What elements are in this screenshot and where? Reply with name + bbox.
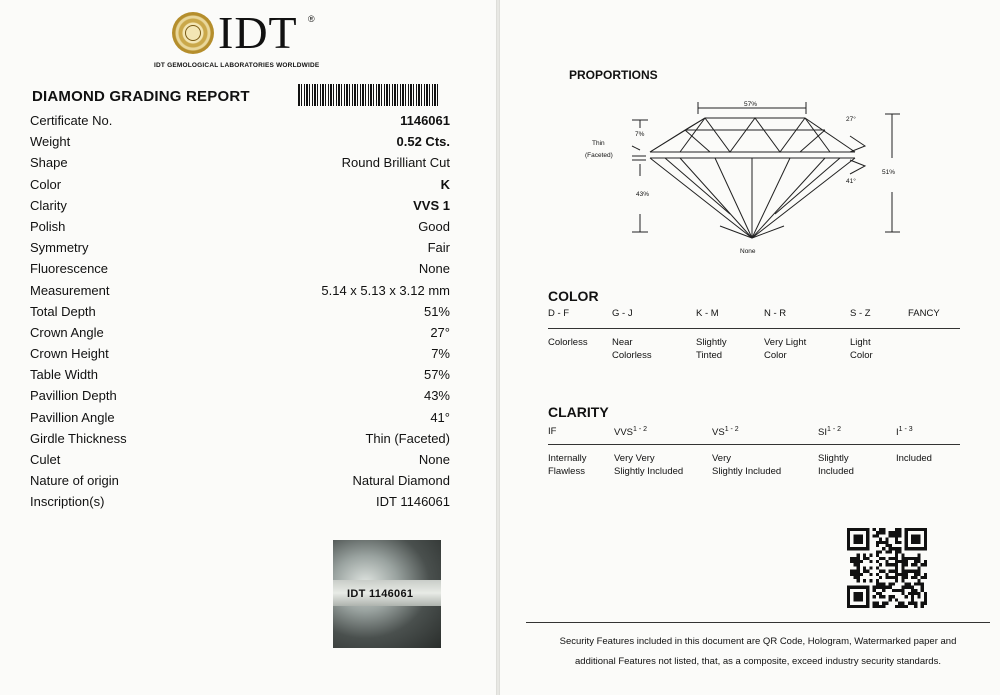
detail-label: Clarity	[30, 197, 67, 213]
color-grade-description	[548, 336, 588, 349]
clarity-grade-main: VS	[712, 427, 725, 439]
diamond-profile-icon	[580, 96, 920, 266]
description-line: Color	[764, 350, 787, 361]
description-line: Colorless	[612, 350, 652, 361]
qr-code-icon	[847, 528, 927, 608]
description-line: Included	[818, 466, 854, 477]
description-line: Slightly Included	[712, 466, 782, 477]
detail-row	[30, 153, 450, 174]
clarity-grade-range: 1 - 2	[633, 426, 648, 433]
detail-label: Crown Height	[30, 346, 109, 362]
detail-label: Pavillion Depth	[30, 388, 117, 404]
logo-wordmark: IDT	[218, 7, 298, 58]
description-line: Very Very	[614, 453, 655, 464]
detail-value: Thin (Faceted)	[365, 430, 450, 446]
detail-value: Round Brilliant Cut	[341, 155, 450, 171]
description-line: Very	[712, 453, 732, 464]
description-line: Colorless	[548, 337, 588, 348]
color-grade: D - F	[548, 308, 570, 319]
hologram-inscription: IDT 1146061	[347, 588, 414, 600]
clarity-grade-description	[712, 452, 781, 478]
detail-row	[30, 259, 450, 280]
detail-label: Pavillion Angle	[30, 409, 115, 425]
clarity-grade	[548, 426, 556, 437]
detail-value: None	[418, 261, 450, 277]
color-scale-divider	[548, 328, 960, 329]
clarity-grade	[818, 426, 841, 438]
detail-row	[30, 281, 450, 302]
detail-value: K	[440, 176, 450, 192]
description-line: Very Light	[764, 337, 807, 348]
clarity-grade-range: 1 - 2	[826, 426, 841, 433]
detail-label: Color	[30, 176, 62, 192]
color-grade: K - M	[696, 308, 719, 319]
color-grade-description	[696, 336, 727, 362]
detail-value: Fair	[427, 240, 450, 256]
detail-value: Good	[418, 218, 450, 234]
description-line: Near	[612, 337, 633, 348]
description-line: Light	[850, 337, 871, 348]
report-right-page	[500, 0, 1000, 695]
detail-value: VVS 1	[413, 197, 450, 213]
security-note	[526, 632, 990, 672]
hologram-image	[333, 540, 441, 648]
detail-value: 5.14 x 5.13 x 3.12 mm	[321, 282, 450, 298]
detail-label: Culet	[30, 452, 61, 467]
description-line: Flawless	[548, 466, 585, 477]
detail-row	[30, 386, 450, 407]
clarity-grade-main: SI	[818, 427, 827, 439]
crown-height: 7%	[635, 131, 645, 138]
detail-label: Weight	[30, 134, 71, 150]
proportions-diagram	[580, 96, 920, 266]
detail-row	[30, 175, 450, 196]
detail-value: 7%	[431, 346, 450, 362]
color-grade-description	[612, 336, 652, 362]
detail-label: Inscription(s)	[30, 494, 105, 510]
clarity-grade-range: 1 - 3	[898, 426, 913, 433]
detail-row	[30, 408, 450, 429]
detail-label: Crown Angle	[30, 324, 104, 340]
detail-value: IDT 1146061	[376, 494, 450, 510]
clarity-grade-main: IF	[548, 426, 557, 437]
detail-label: Measurement	[30, 282, 110, 298]
detail-row	[30, 471, 450, 492]
color-grade: G - J	[612, 308, 633, 319]
registered-mark: ®	[308, 14, 315, 24]
color-grade: FANCY	[908, 308, 940, 319]
detail-row	[30, 323, 450, 344]
table-percent: 57%	[744, 101, 758, 108]
idt-logo	[154, 7, 342, 74]
description-line: Internally	[548, 453, 587, 464]
clarity-scale-divider	[548, 444, 960, 445]
detail-row	[30, 365, 450, 386]
detail-value: 27°	[430, 324, 450, 340]
detail-label: Polish	[30, 218, 66, 234]
detail-value: 57%	[423, 367, 450, 383]
description-line: Slightly	[696, 337, 727, 348]
detail-label: Fluorescence	[30, 261, 109, 277]
color-scale-title: COLOR	[548, 288, 599, 304]
detail-row	[30, 302, 450, 323]
detail-label: Table Width	[30, 367, 98, 383]
culet-label: None	[740, 248, 756, 255]
barcode-icon	[298, 84, 440, 106]
clarity-grade	[614, 426, 647, 438]
detail-label: Total Depth	[30, 303, 96, 319]
clarity-grade-description	[548, 452, 587, 478]
detail-row	[30, 111, 450, 132]
grading-details	[30, 111, 450, 514]
pavilion-depth: 43%	[636, 191, 650, 198]
color-grade: N - R	[764, 308, 787, 319]
clarity-grade-description	[896, 452, 932, 465]
clarity-grade-range: 1 - 2	[724, 426, 739, 433]
description-line: Color	[850, 350, 873, 361]
report-left-page	[0, 0, 496, 695]
detail-value: 43%	[423, 388, 450, 404]
detail-label: Symmetry	[30, 240, 89, 256]
detail-row	[30, 344, 450, 365]
detail-row	[30, 196, 450, 217]
security-line-1: Security Features included in this document are QR Code, Hologram, Watermarked paper and	[559, 636, 957, 647]
clarity-grade	[896, 426, 913, 438]
color-grade: S - Z	[850, 308, 871, 319]
clarity-grade	[712, 426, 739, 438]
description-line: Slightly Included	[614, 466, 684, 477]
girdle-label-2: (Faceted)	[585, 152, 613, 159]
report-title: DIAMOND GRADING REPORT	[32, 88, 250, 105]
detail-label: Certificate No.	[30, 113, 113, 128]
color-grade-description	[850, 336, 873, 362]
detail-row	[30, 492, 450, 513]
security-line-2: additional Features not listed, that, as a composite, exceed industry security standards.	[575, 656, 941, 667]
detail-value: 51%	[423, 303, 450, 319]
detail-value: Natural Diamond	[352, 473, 450, 489]
total-depth: 51%	[882, 169, 896, 176]
clarity-grade-main: I	[896, 427, 899, 439]
clarity-grade-main: VVS	[614, 427, 634, 439]
detail-value: 1146061	[400, 113, 450, 128]
gold-seal-icon	[172, 12, 214, 54]
color-grade-description	[764, 336, 806, 362]
detail-label: Shape	[30, 155, 68, 171]
crown-angle: 27°	[846, 116, 856, 123]
description-line: Tinted	[696, 350, 723, 361]
detail-label: Girdle Thickness	[30, 430, 127, 446]
detail-row	[30, 238, 450, 259]
detail-value: 0.52 Cts.	[396, 134, 450, 150]
clarity-scale-title: CLARITY	[548, 404, 609, 420]
detail-row	[30, 429, 450, 450]
detail-row	[30, 450, 450, 471]
clarity-grade-description	[614, 452, 683, 478]
description-line: Included	[896, 453, 932, 464]
detail-value: None	[418, 452, 450, 467]
pavilion-angle: 41°	[846, 178, 856, 185]
detail-row	[30, 132, 450, 153]
logo-subtitle: IDT GEMOLOGICAL LABORATORIES WORLDWIDE	[154, 62, 320, 69]
proportions-title: PROPORTIONS	[569, 68, 658, 82]
description-line: Slightly	[818, 453, 849, 464]
detail-value: 41°	[430, 409, 450, 425]
security-divider	[526, 622, 990, 623]
detail-label: Nature of origin	[30, 473, 119, 489]
girdle-label-1: Thin	[592, 140, 605, 147]
clarity-grade-description	[818, 452, 854, 478]
detail-row	[30, 217, 450, 238]
